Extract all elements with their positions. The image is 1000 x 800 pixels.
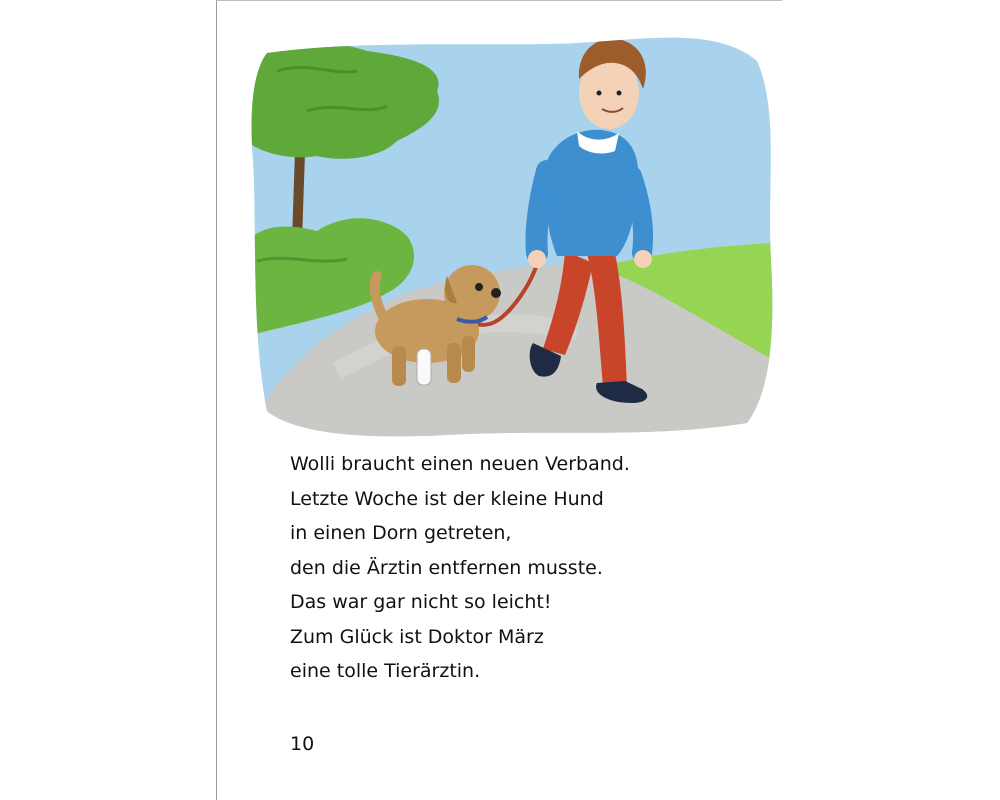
page-number: 10 (290, 733, 315, 755)
boy-hand (528, 250, 546, 268)
story-line: Zum Glück ist Doktor März (290, 625, 544, 648)
boy-walking-dog-illustration (247, 31, 775, 441)
boy-arm (536, 171, 547, 253)
book-page (216, 0, 782, 800)
dog-leg (392, 346, 406, 386)
story-line: eine tolle Tierärztin. (290, 660, 481, 682)
story-line: Letzte Woche ist der kleine Hund (290, 487, 604, 510)
story-text (290, 447, 760, 689)
story-line: den die Ärztin entfernen musste. (290, 556, 603, 579)
story-line: in einen Dorn getreten, (290, 522, 512, 544)
story-line: Das war gar nicht so leicht! (290, 591, 552, 613)
dog-nose (491, 288, 501, 298)
story-line: Wolli braucht einen neuen Verband. (290, 453, 630, 475)
dog-bandaged-leg (417, 349, 431, 385)
